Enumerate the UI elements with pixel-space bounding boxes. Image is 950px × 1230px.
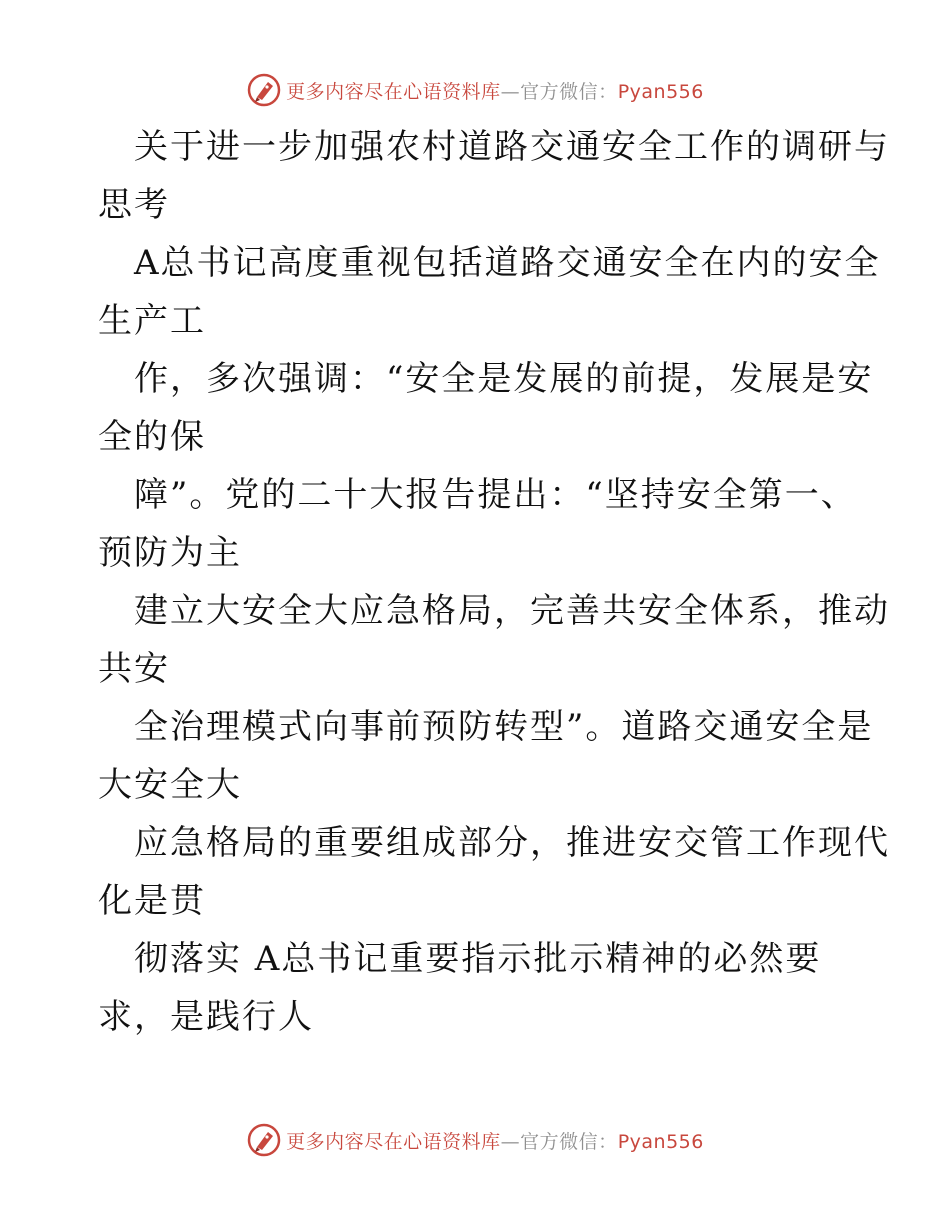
paragraph-line: 全的保 <box>98 417 206 457</box>
watermark-wechat-id: Pyan556 <box>617 1130 704 1153</box>
header-watermark <box>0 68 950 112</box>
paragraph-line: 求，是践行人 <box>98 997 314 1037</box>
paragraph-line: 预防为主 <box>98 533 242 573</box>
document-body <box>98 118 890 1046</box>
watermark-dash: — <box>500 1130 521 1153</box>
watermark-label: 官方微信： <box>520 1130 618 1153</box>
paragraph-line: 建立大安全大应急格局，完善共安全体系，推动 <box>134 591 890 631</box>
paragraph-line: 全治理模式向事前预防转型”。道路交通安全是 <box>134 707 874 747</box>
pen-nib-circle-icon <box>246 1122 282 1158</box>
paragraph-line: 彻落实 A总书记重要指示批示精神的必然要 <box>134 939 822 979</box>
paragraph-line: 应急格局的重要组成部分，推进安交管工作现代 <box>134 823 890 863</box>
document-title-line-1: 关于进一步加强农村道路交通安全工作的调研与 <box>134 127 890 167</box>
paragraph-line: 生产工 <box>98 301 206 341</box>
paragraph-line: 障”。党的二十大报告提出：“坚持安全第一、 <box>134 475 857 515</box>
paragraph-line: A总书记高度重视包括道路交通安全在内的安全 <box>134 243 881 283</box>
paragraph-line: 大安全大 <box>98 765 242 805</box>
watermark-label: 官方微信： <box>520 80 618 103</box>
watermark-site-text: 更多内容尽在心语资料库 <box>286 1130 501 1153</box>
watermark-text <box>286 1127 704 1154</box>
paragraph-line: 共安 <box>98 649 170 689</box>
paragraph-line: 作，多次强调：“安全是发展的前提，发展是安 <box>134 359 874 399</box>
watermark-text <box>286 77 704 104</box>
footer-watermark <box>0 1118 950 1162</box>
document-title-line-2: 思考 <box>98 185 170 225</box>
watermark-dash: — <box>500 80 521 103</box>
watermark-site-text: 更多内容尽在心语资料库 <box>286 80 501 103</box>
watermark-wechat-id: Pyan556 <box>617 80 704 103</box>
pen-nib-circle-icon <box>246 72 282 108</box>
paragraph-line: 化是贯 <box>98 881 206 921</box>
